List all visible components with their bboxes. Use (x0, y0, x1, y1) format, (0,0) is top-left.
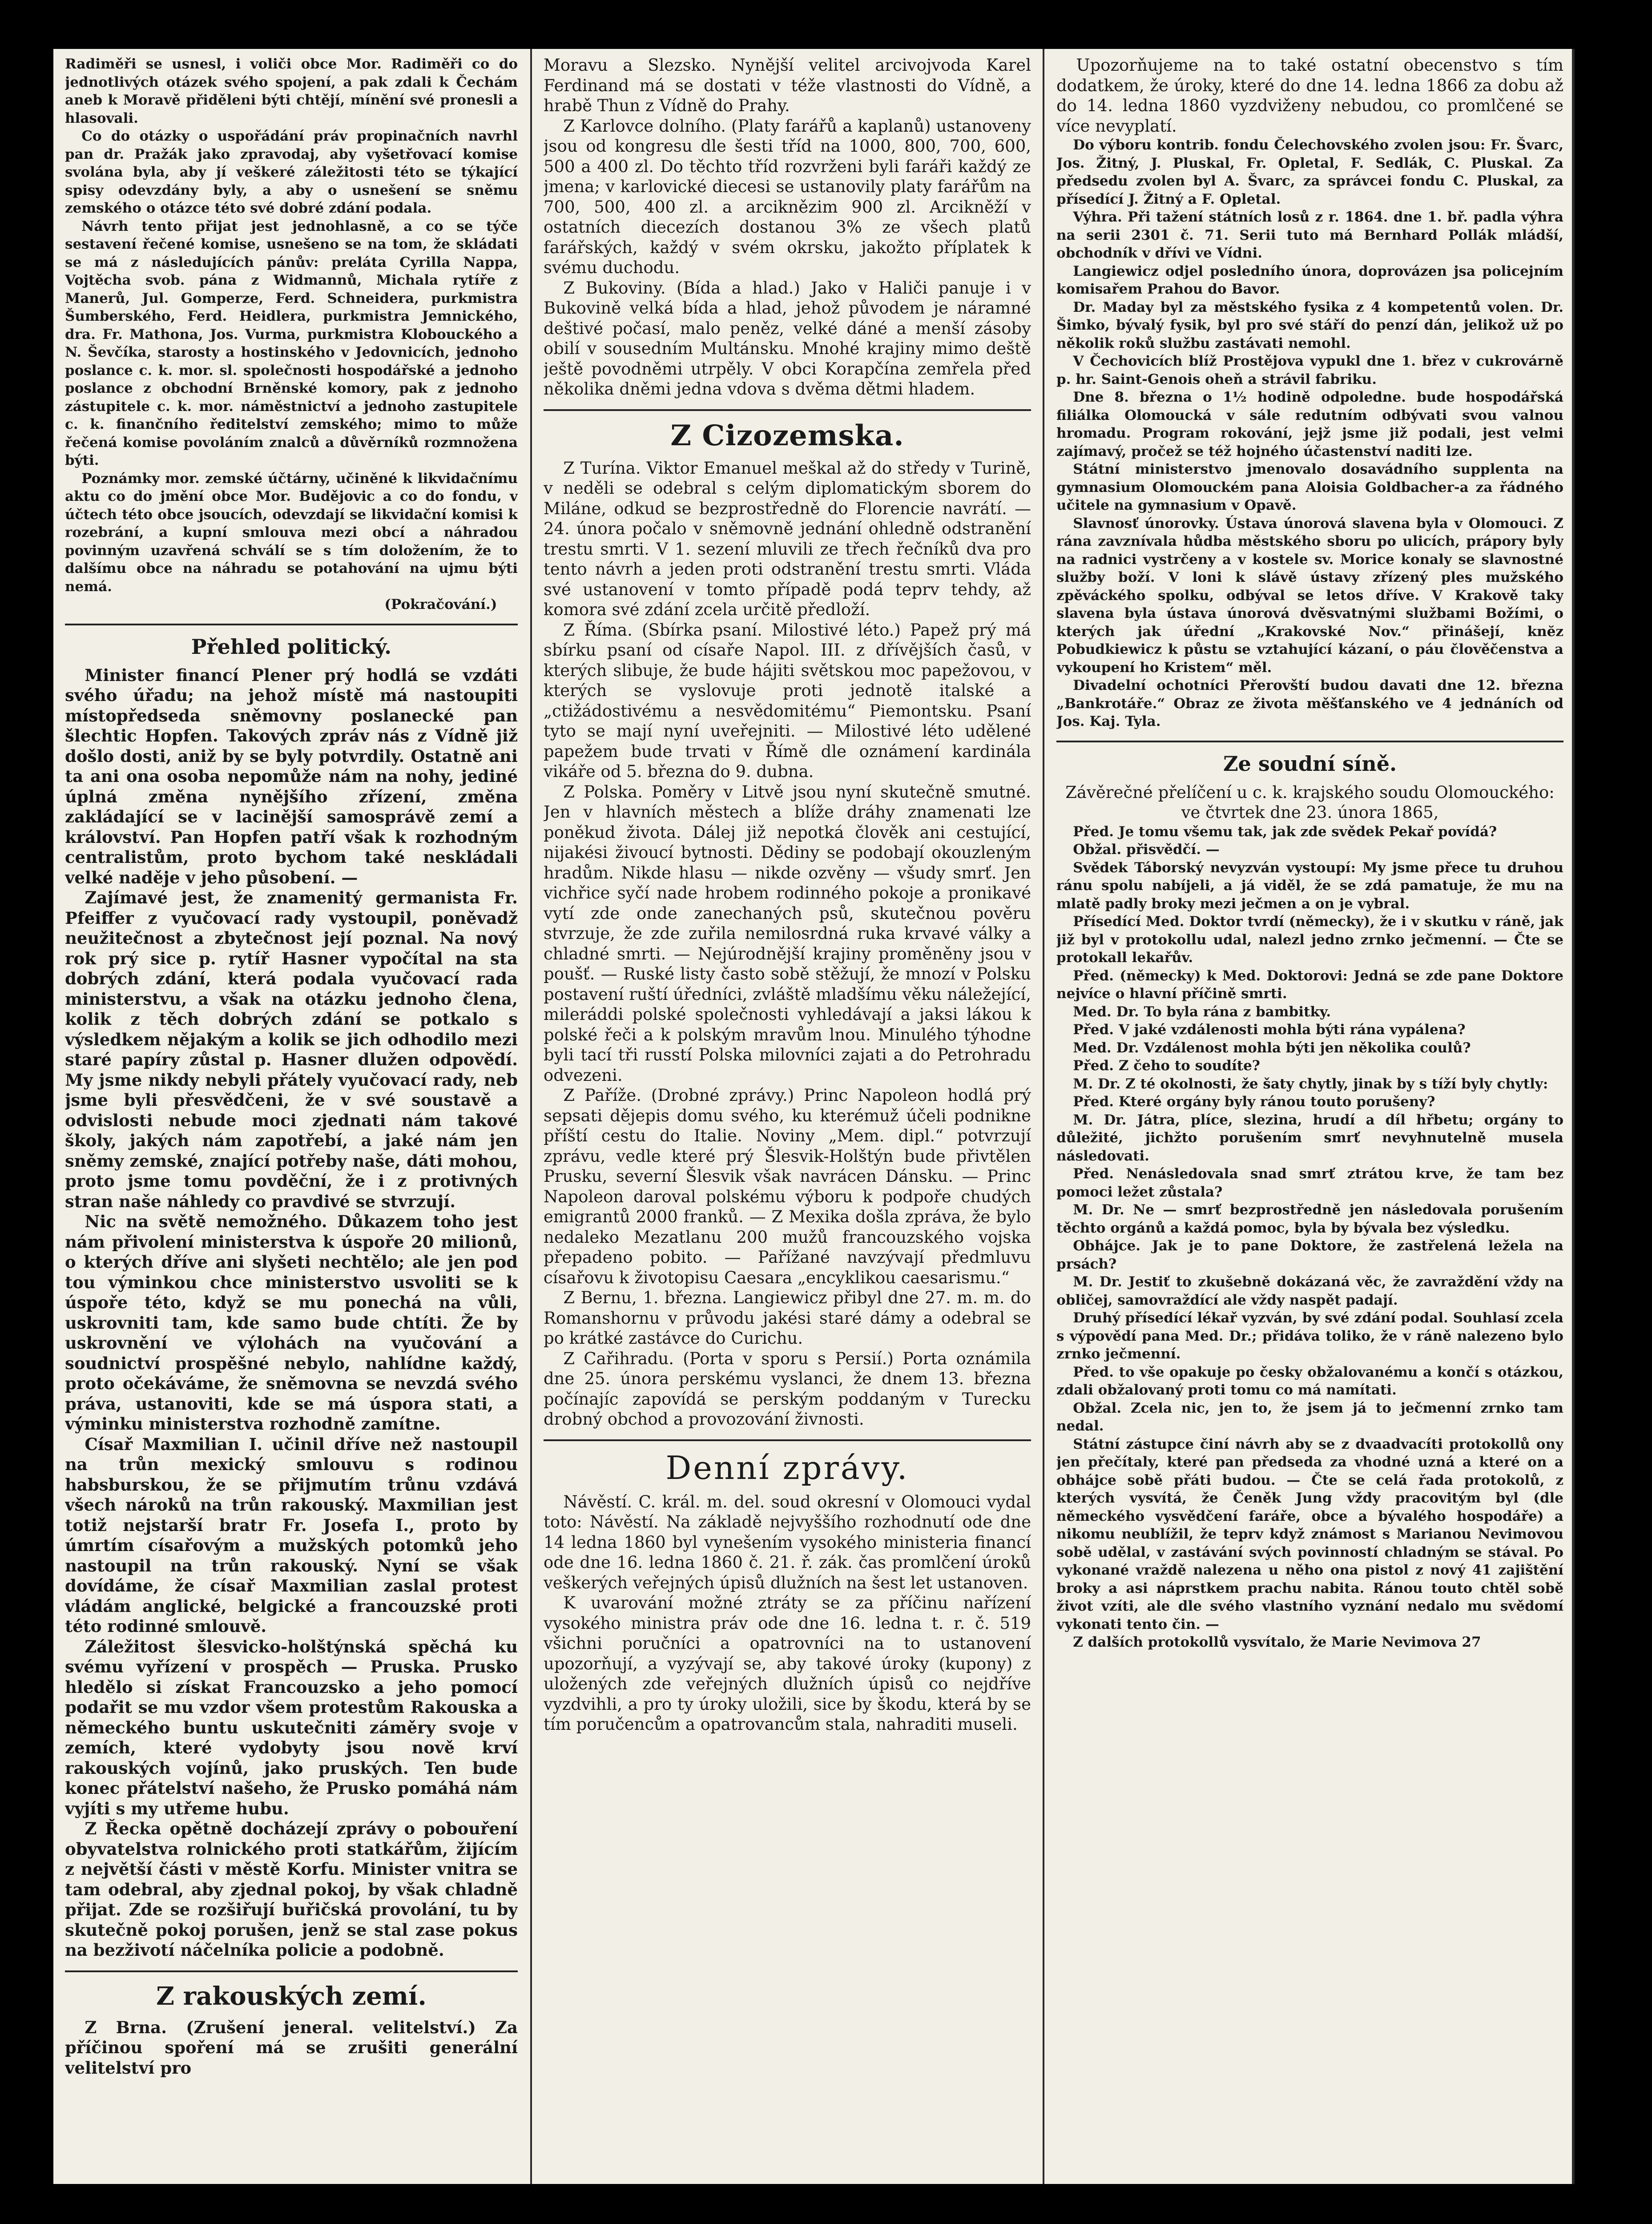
news-item: Divadelní ochotníci Přerovští budou davati dne 12. března „Bankrotáře.“ Obraz ze života měšťanského ve 4 jednáních od Jos. Kaj. Tyla. (1056, 677, 1563, 729)
paragraph: Z Řecka opětně docházejí zprávy o pobouření obyvatelstva rolnického proti statkářům, žijícím z největší části v městě Korfu. Minister vnitra se tam odebral, aby zjednal pokoj, by však chladně přijat. Zde se rozšiřují buřičská provolání, tu by skutečně pokoj porušen, jenž se stal zase pokus na bezživotí náčelníka policie a podobně. (65, 1819, 518, 1960)
paragraph: Moravu a Slezsko. Nynější velitel arcivojvoda Karel Ferdinand má se dostati v téže vlastnosti do Vídně, a hrabě Thun z Vídně do Prahy. (544, 56, 1031, 115)
news-item: Do výboru kontrib. fondu Čelechovského zvolen jsou: Fr. Švarc, Jos. Žitný, J. Pluskal, Fr. Opletal, F. Sedlák, C. Pluskal. Za předsedu zvolen byl A. Švarc, za správcei fondu C. Pluskal, za přísedící J. Žitný a F. Opletal. (1056, 137, 1563, 207)
section-heading: Ze soudní síně. (1056, 741, 1563, 776)
paragraph: Z Paříže. (Drobné zprávy.) Princ Napoleon hodlá prý sepsati dějepis domu svého, ku kterémuž účeli podnikne příští cestu do Italie. Noviny „Mem. dipl.“ potvrzují zprávu, vedle které prý Šlesvik-Holštýn bude přivtělen Prusku, severní Šlesvik však navrácen Dánsku. — Princ Napoleon daroval polskému výboru k podpoře chudých emigrantů 2000 franků. — Z Mexika došla zpráva, že bylo nedaleko Mezatlanu 200 mužů francouzského vojska přepadeno pobito. — Pařížané navzývají předmluvu císařovu k životopisu Caesara „encyklikou caesarismu.“ (544, 1086, 1031, 1287)
court-line: Před. Které orgány byly ránou touto porušeny? (1073, 1094, 1435, 1110)
section-heading: Denní zprávy. (544, 1439, 1031, 1486)
paragraph: Minister financí Plener prý hodlá se vzdáti svého úřadu; na jehož místě má nastoupiti místopředseda sněmovny poslanecké pan šlechtic Hopfen. Takových zpráv nás z Vídně již došlo dosti, aniž by se byly potvrdily. Ostatně ani ta ani ona osoba nepomůže nám na nohy, jediné úplná změna nynějšího zřízení, změna zakládající se v lacinější samosprávě zemí a království. Pan Hopfen patří však k rozhodným centralistům, proto bychom také neskládali velké naděje v jeho působení. — (65, 665, 518, 887)
paragraph: Upozorňujeme na to také ostatní obecenstvo s tím dodatkem, že úroky, které do dne 14. ledna 1866 za dobu až do 14. ledna 1860 vyzdviženy nebudou, co promlčené se více nevyplatí. (1056, 56, 1563, 136)
paragraph: Zajímavé jest, že znamenitý germanista Fr. Pfeiffer z vyučovací rady vystoupil, poněvadž neužitečnost a zbytečnost její poznal. Na nový rok prý sice p. rytíř Hasner vypočítal na sta dobrých zdání, která podala vyučovací rada ministerstvu, a však na otázku jednoho člena, kolik z těch dobrých zdání se potkalo s výsledkem nějakým a kolik se jich odhodilo mezi staré papíry zůstal p. Hasner dlužen odpovědí. My jsme nikdy nebyli přátely vyučovací rady, neb jsme byli přesvědčeni, že v své soustavě a odvislosti nebude moci zjednati nám takové školy, jakých nám zapotřebí, a jaké nám jen sněmy zemské, znající potřeby naše, dáti mohou, proto jsme tomu povděční, že i z protivných stran naše náhledy co pravdivé se stvrzují. (65, 888, 518, 1211)
court-line: Před. V jaké vzdálenosti mohla býti rána vypálena? (1073, 1022, 1466, 1038)
paragraph: Z Bukoviny. (Bída a hlad.) Jako v Haliči panuje i v Bukovině velká bída a hlad, jehož původem je náramné deštivé počasí, malo peněz, velké dáné a menší zásoby obilí v sousedním Multánsku. Mnohé krajiny mimo deště ještě povodněmi utrpěly. V obci Korapčína zemřela před několika dněmi jedna vdova s dvěma dětmi hladem. (544, 278, 1031, 399)
court-line: Svědek Táborský nevyzván vystoupí: My jsme přece tu druhou ránu spolu nabíjeli, a já viděl, že se zdá pamatuje, že mu na mlatě padly broky mezi ječmen a on je vybral. (1056, 859, 1563, 912)
news-item: Slavnosť únorovky. Ústava únorová slavena byla v Olomouci. Z rána zavznívala hůdba městského sboru po ulicích, prápory byly na radnici vystrčeny a v kostele sv. Morice konaly se slavnostné služby boží. V loni k slávě ústavy zřízený ples mužského zpěváckého spolku, odbýval se letos dříve. V Krakově taky slavena byla ústava únorová dvěsvatnými službami Božími, o kterých jak úřední „Krakovské Nov.“ přinášejí, knĕz Pobudkiewicz k půstu se vztahující kázaní, o páu člověčenstva a vykoupení ho Kristem“ měl. (1056, 515, 1563, 676)
paragraph: Záležitost šlesvicko-holštýnská spěchá ku svému vyřízení v prospěch — Pruska. Prusko hledělo si získat Francouzsko a jeho pomocí podařit se mu vzdor všem protestům Rakouska a německého buntu uskutečniti záměry svoje v zemích, které vydobyty jsou nově krví rakouských vojínů, jako pruských. Ten bude konec přátelství našeho, že Prusko pomáhá nám vyjíti s my utřeme hubu. (65, 1636, 518, 1818)
court-line: M. Dr. Jestiť to zkušebně dokázaná věc, že zavraždění vždy na obličej, samovraždící ale vždy naspět padají. (1056, 1274, 1563, 1308)
court-date: ve čtvrtek dne 23. února 1865, (1181, 803, 1439, 822)
court-line: Med. Dr. Vzdálenost mohla býti jen několika coulů? (1073, 1039, 1471, 1056)
paragraph: Z Říma. (Sbírka psaní. Milostivé léto.) Papež prý má sbírku psaní od císaře Napol. III. z dřívějších časů, v kterých slibuje, že bude hájiti světskou moc papežovou, v kterých se vyslovuje proti jednotě italské a „ctižádostivému a nesvědomitému“ Piemontsku. Psaní tyto se mají nyní uveřejniti. — Milostivé léto udělené papežem bude trvati v Římě dle oznámení kardinála vikáře od 5. března do 9. dubna. (544, 620, 1031, 781)
news-item: Státní ministerstvo jmenovalo dosavádního supplenta na gymnasium Olomouckém pana Aloisia Goldbacher-a za řádného učitele na gymnasium v Opavě. (1056, 461, 1563, 513)
paragraph: K uvarování možné ztráty se za příčinu nařízení vysokého ministra práv ode dne 16. ledna t. r. č. 519 všichni poručníci a opatrovníci na to ustanovení upozorňují, a vyzývají se, aby takové úroky (kupony) z uložených zde veřejných dlužních úpisů co nejdříve vyzdvihli, a pro ty úroky uložili, sice by škodu, která by se tím poručencům a opatrovancům stala, nahraditi museli. (544, 1593, 1031, 1734)
court-line: Druhý přísedící lékař vyzván, by své zdání podal. Souhlasí zcela s výpovědí pana Med. Dr.; přidáva toliko, že v ráně nalezeno bylo zrnko ječmenní. (1056, 1310, 1563, 1362)
column-3 (1056, 55, 1563, 2175)
court-line: Před. Je tomu všemu tak, jak zde svědek Pekař povídá? (1073, 823, 1497, 840)
court-line: Před. (německy) k Med. Doktorovi: Jedná se zde pane Doktore nejvíce o hlavní příčině smrti. (1056, 967, 1563, 1002)
paragraph: Z Polska. Poměry v Litvě jsou nyní skutečně smutné. Jen v hlavních městech a blíže dráhy znamenati lze poněkud života. Dálej již nepotká člověk ani cestující, nijakési živoucí bytnosti. Dědiny se podobají okouzleným hradům. Nikde hlasu — nikde ozvěny — všudy smrť. Jen vichřice syčí nade hrobem rodinného pokoje a pronikavé vytí zde onde zanechaných psů, skutečnou pověru stvrzuje, že zde zuřila nemilosrdná ruka krvavé války a chladné smrti. — Nejúrodnější krajiny proměněny jsou v poušť. — Ruské listy často sobě stěžují, že mnozí v Polsku postavení ruští úředníci, zvláště mladšímu věku náležející, mileráddi polské společnosti vyhledávají a jaksi lákou k polské řeči a k polským mravům lnou. Minulého týhodne byli tací tři russtí Polska milovníci zajati a do Petrohradu odvezeni. (544, 782, 1031, 1085)
column-rule (530, 49, 532, 2184)
paragraph: Z Turína. Viktor Emanuel meškal až do středy v Turině, v neděli se odebral s celým diplomatickým sborem do Miláne, odkud se bezprostředně do Florencie navrátí. — 24. února počalo v sněmovně jednání ohledně odstranění trestu smrti. V 1. sezení mluvili ze třech řečníků dva pro tento návrh a jeden proti odstranění trestu smrti. Vláda své ustanovení v tomto případě podá teprv tehdy, až komora své zdání zcela určitě předloží. (544, 458, 1031, 619)
paragraph: Z Cařihradu. (Porta v sporu s Persií.) Porta oznámila dne 25. února perskému vyslanci, že dnem 13. března počínajíc zapovídá se perským poddaným v Turecku drobný obchod a provozování živnosti. (544, 1349, 1031, 1429)
court-line: Státní zástupce činí návrh aby se z dvaadvacíti protokollů ony jen přečítaly, které pan předseda za vhodné uzná a které on a obhájce sobě přáti budou. — Čte se celá řada protokolů, z kterých vysvítá, že Čeněk Jung vždy pracovitým byl (dle německého vysvědčení faráře, obce a bývalého hospodáře) a nikomu neublížil, že teprv když známost s Marianou Nevimovou sobě udělal, v zastávání svých povinností chladným se stával. Po vykonané vraždě nalezena u něho ona pistol z nový 41 zajištění broky a asi náprstkem prachu nabita. Ránou touto chtěl sobě život vzíti, ale dle svého vlastního vyznání nedalo mu svědomí vykonati tento čin. — (1056, 1436, 1563, 1632)
paragraph: Návrh tento přijat jest jednohlasně, a co se týče sestavení řečené komise, usnešeno se na tom, že skládati se má z následujících pánův: preláta Cyrilla Nappa, Vojtěcha svob. pána z Widmannů, Michala rytíře z Manerů, Jul. Gomperze, Ferd. Schneidera, purkmistra Šumberského, Ferd. Heidlera, purkmistra Jemnického, dra. Fr. Mathona, Jos. Vurma, purkmistra Klobouckého a N. Ševčíka, starosty a hostinského v Jedovnicích, jednoho poslance c. k. mor. sl. společnosti hospodářské a jednoho poslance z obchodní Brněnské komory, pak z jednoho zástupitele c. k. mor. náměstnictví a jednoho zastupitele c. k. finančního ředitelství zemského; mimo to může řečená komise povoláním znalců a důvěrníků rozmnožena býti. (65, 218, 518, 468)
paragraph: Z Karlovce dolního. (Platy farářů a kaplanů) ustanoveny jsou od kongresu dle šesti tříd na 1000, 800, 700, 600, 500 a 400 zl. Do těchto tříd rozvrženi byli faráři každý ze jmena; v karlovické diecesi se ustanovily platy farářům na 700, 500, 400 zl. a arciknězim 900 zl. Arcikněží v ostatních diecezích dostanou 3% ze všech platů farářských, každý v svém okrsku, jakožto příplatek k svému duchodu. (544, 116, 1031, 277)
paragraph: Z Brna. (Zrušení jeneral. velitelství.) Za příčinou spoření má se zrušiti generální velitelství pro (65, 2017, 518, 2078)
news-item: V Čechovicích blíž Prostějova vypukl dne 1. břez v cukrovárně p. hr. Saint-Genois oheň a strávil fabriku. (1056, 353, 1563, 387)
section-heading: Z Cizozemska. (544, 409, 1031, 452)
court-intro: Závěrečné přelíčení u c. k. krajského soudu Olomouckého: (1065, 782, 1555, 802)
paragraph: Co do otázky o uspořádání práv propinačních navrhl pan dr. Pražák jako zpravodaj, aby vyšetřovací komise svolána byla, aby jí veškeré záležitosti této se týkající spisy odevzdány byly, a aby o usnešení se sněmu zemského o otázce této své dobré zdání podala. (65, 128, 518, 216)
court-line: Med. Dr. To byla rána z bambitky. (1073, 1003, 1331, 1020)
court-line: M. Dr. Ne — smrť bezprostředně jen následovala porušením těchto orgánů a každá pomoc, byla by bývala bez výsledku. (1056, 1202, 1563, 1236)
court-line: Obhájce. Jak je to pane Doktore, že zastřelená ležela na prsách? (1056, 1238, 1563, 1272)
court-line: M. Dr. Játra, plíce, slezina, hrudí a díl hřbetu; orgány to důležité, jichžto porušením smrť nevyhnutelně musela následovati. (1056, 1112, 1563, 1164)
court-line: Z dalších protokollů vysvítalo, že Marie Nevimova 27 (1073, 1634, 1481, 1650)
court-line: Před. Z čeho to soudíte? (1073, 1058, 1260, 1074)
news-item: Langiewicz odjel posledního února, doprovázen jsa policejním komisařem Prahou do Bavor. (1056, 263, 1563, 297)
court-line: Před. Nenásledovala snad smrť ztrátou krve, že tam bez pomoci ležet zůstala? (1056, 1166, 1563, 1200)
court-line: Obžal. přisvědčí. — (1073, 842, 1220, 858)
paragraph: Radiměři se usnesl, i voliči obce Mor. Radiměři co do jednotlivých otázek svého spojení, a pak zdali k Čechám aneb k Moravě přiděleni býti chtějí, mínění své pronesli a hlasovali. (65, 56, 518, 126)
news-item: Dne 8. března o 1½ hodině odpoledne. bude hospodářská filiálka Olomoucká v sále redutním odbývati svou valnou hromadu. Program rokování, jejž jsme již podali, jest velmi zajímavý, pročež se též hojného účastenství naditi lze. (1056, 389, 1563, 459)
court-line: M. Dr. Z té okolnosti, že šaty chytly, jinak by s tíží byly chytly: (1073, 1076, 1548, 1092)
continued-note: (Pokračování.) (384, 596, 497, 612)
paragraph: Návěstí. C. král. m. del. soud okresní v Olomouci vydal toto: Návěstí. Na základě nejvyššího rozhodnutí ode dne 14 ledna 1860 byl vynešením vysokého ministeria financí ode dne 16. ledna 1860 č. 21. ř. zák. čas promlčení úroků veškerých veřejných úpisů dlužních na šest let ustanoven. (544, 1492, 1031, 1592)
paragraph: Císař Maxmilian I. učinil dříve než nastoupil na trůn mexický smlouvu s rodinou habsburskou, že se přijmutím trůnu vzdává všech nároků na trůn rakouský. Maxmilian jest totiž nejstarší bratr Fr. Josefa I., proto by úmrtím císařovým a mužských potomků jeho nastoupil na trůn rakouský. Nyní se však dovídáme, že císař Maxmilian zaslal protest vládám anglické, belgické a francouzské proti této rodinné smlouvě. (65, 1434, 518, 1636)
column-1 (65, 55, 518, 2175)
paragraph: Z Bernu, 1. března. Langiewicz přibyl dne 27. m. m. do Romanshornu v průvodu jakési staré dámy a odebral se po krátké zastávce do Curichu. (544, 1288, 1031, 1348)
court-line: Obžal. Zcela nic, jen to, že jsem já to ječmenní zrnko tam nedal. (1056, 1400, 1563, 1434)
column-2 (544, 55, 1031, 2175)
section-heading: Z rakouských zemí. (65, 1970, 518, 2011)
newspaper-page (53, 49, 1575, 2184)
news-item: Výhra. Při tažení státních losů z r. 1864. dne 1. bř. padla výhra na serii 2301 č. 71. Serii tuto má Bernhard Pollák mládší, obchodník v dřívi ve Vídni. (1056, 209, 1563, 261)
court-line: Přísedící Med. Doktor tvrdí (německy), že i v skutku v ráně, jak již byl v protokollu udal, nalezl jedno zrnko ječmenní. — Čte se protokall lekařův. (1056, 914, 1563, 966)
column-rule (1043, 49, 1044, 2184)
page-edge-rule (1572, 49, 1575, 2184)
news-item: Dr. Maday byl za městského fysika z 4 kompetentů volen. Dr. Šimko, bývalý fysik, byl pro své stáří do penzí dán, jelikož už po několik roků službu zastávati nemohl. (1056, 299, 1563, 351)
paragraph: Poznámky mor. zemské účtárny, učiněné k likvidačnímu aktu co do jmění obce Mor. Budějovic a co do fondu, v účtech této obce jsoucích, odevzdají se likvidační komisi k rozebrání, a kupní smlouva mezi obcí a náhradou povinným uzavřená schválí se s tím doložením, že to dalšímu obce na náhradu se potahování na ujmu býti nemá. (65, 470, 518, 595)
paragraph: Nic na světě nemožného. Důkazem toho jest nám přivolení ministerstva k úspoře 20 milionů, o kterých dříve ani slyšeti nechtělo; ale jen pod tou výminkou chce ministerstvo usvoliti se k úspoře této, když se mu ponechá na vůli, uskrovniti tam, kde samo bude chtíti. Že by uskrovnění ve výlohách na vyučování a soudnictví prospěšné nebylo, nahlídne každý, proto očekáváme, že sněmovna se nevzdá svého práva, ustanoviti, kde se má úspora stati, a výminku ministerstva rozhodně zamítne. (65, 1212, 518, 1434)
section-heading: Přehled politický. (65, 624, 518, 659)
court-line: Před. to vše opakuje po česky obžalovanému a končí s otázkou, zdali obžalovaný proti tomu co má namítati. (1056, 1364, 1563, 1398)
